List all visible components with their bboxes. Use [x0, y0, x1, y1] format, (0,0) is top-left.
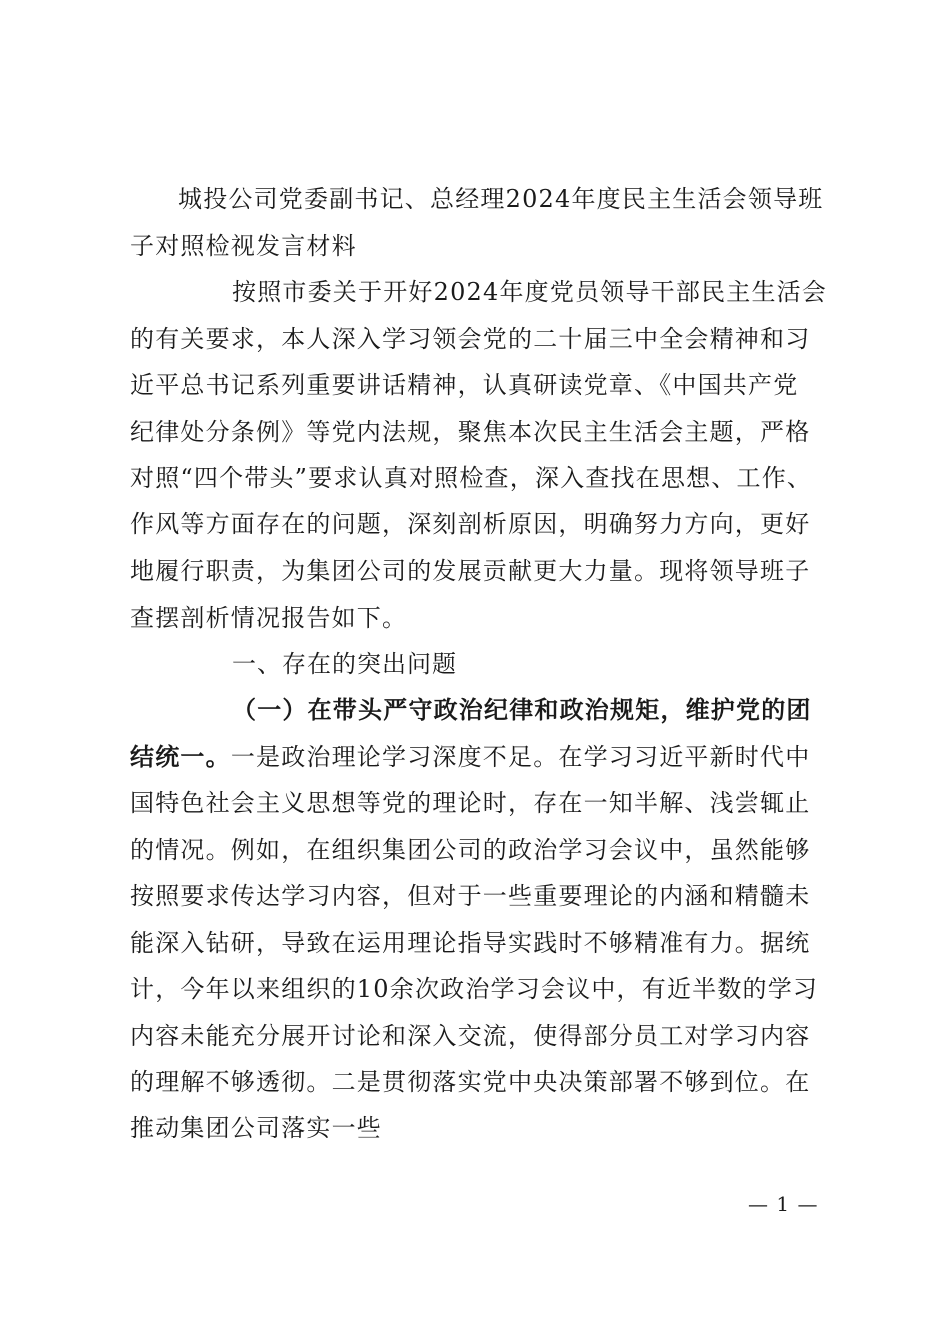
body-line-4: 能深入钻研，导致在运用理论指导实践时不够精准有力。据统 [130, 929, 811, 957]
subsection-heading-line-2: 结统一。 [130, 742, 231, 771]
intro-line-6: 作风等方面存在的问题，深刻剖析原因，明确努力方向，更好 [130, 510, 811, 538]
page-number: — 1 — [748, 1192, 819, 1216]
subsection-line-2 [130, 742, 810, 772]
body-line-7: 的理解不够透彻。二是贯彻落实党中央决策部署不够到位。在 [130, 1068, 811, 1096]
body-line-3: 按照要求传达学习内容，但对于一些重要理论的内涵和精髓未 [130, 882, 811, 910]
intro-line-3: 近平总书记系列重要讲话精神，认真研读党章、《中国共产党 [130, 371, 799, 399]
body-line-2: 的情况。例如，在组织集团公司的政治学习会议中，虽然能够 [130, 836, 811, 864]
intro-line-4: 纪律处分条例》等党内法规，聚焦本次民主生活会主题，严格 [130, 418, 811, 446]
section-heading: 一、存在的突出问题 [232, 650, 457, 678]
intro-line-5: 对照“四个带头”要求认真对照检查，深入查找在思想、工作、 [130, 464, 813, 492]
intro-line-2: 的有关要求，本人深入学习领会党的二十届三中全会精神和习 [130, 325, 811, 353]
body-line-6: 内容未能充分展开讨论和深入交流，使得部分员工对学习内容 [130, 1022, 811, 1050]
body-line-5: 计，今年以来组织的10余次政治学习会议中，有近半数的学习 [130, 975, 819, 1003]
body-line-1: 国特色社会主义思想等党的理论时，存在一知半解、浅尝辄止 [130, 789, 811, 817]
title-line-1: 城投公司党委副书记、总经理2024年度民主生活会领导班 [178, 185, 824, 213]
subsection-body-start: 一是政治理论学习深度不足。在学习习近平新时代中 [230, 743, 811, 771]
intro-line-7: 地履行职责，为集团公司的发展贡献更大力量。现将领导班子 [130, 557, 811, 585]
body-line-8: 推动集团公司落实一些 [130, 1114, 382, 1142]
intro-line-8: 查摆剖析情况报告如下。 [130, 604, 408, 632]
title-line-2: 子对照检视发言材料 [130, 232, 357, 260]
subsection-heading-line-1: （一）在带头严守政治纪律和政治规矩，维护党的团 [232, 695, 812, 724]
intro-line-1: 按照市委关于开好2024年度党员领导干部民主生活会 [232, 278, 828, 306]
